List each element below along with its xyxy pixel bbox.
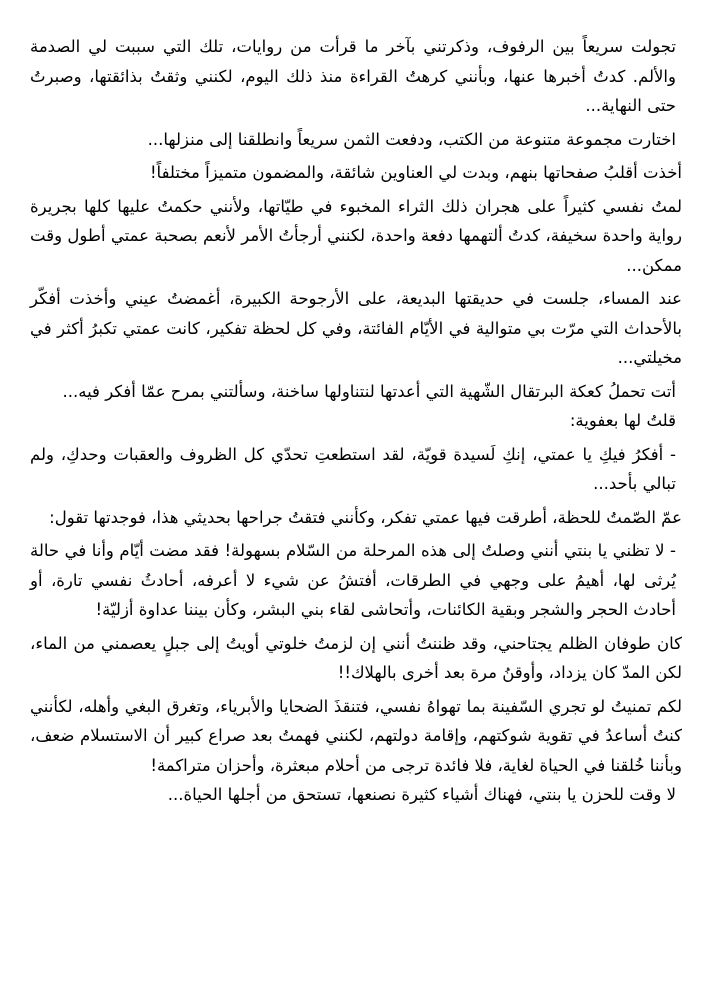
paragraph-4: لمتُ نفسي كثيراً على هجران ذلك الثراء المخبوء في طيّاتها، ولأنني حكمتُ عليها كلها بجريرة رواية واحدة سخيفة، كدتُ ألتهمها دفعة واحدة، لكنني أرجأتُ الأمر لأنعم بصحبة عمتي أطول وقت ممكن... [30, 196, 682, 275]
paragraph-9: عمّ الصّمتُ للحظة، أطرقت فيها عمتي تفكر، وكأنني فتقتُ جراحها بحديثي هذا، فوجدتها تقول: [49, 507, 682, 527]
paragraph-8: - أفكرُ فيكِ يا عمتي، إنكِ لَسيدة قويّة، لقد استطعتِ تحدّي كل الظروف والعقبات وحدكِ، ولم تبالي بأحد... [30, 444, 676, 493]
paragraph-6: أتت تحملُ كعكة البرتقال الشّهية التي أعدتها لنتناولها ساخنة، وسألتني بمرح عمّا أفكر فيه... [62, 381, 676, 401]
paragraph-7: قلتُ لها بعفوية: [569, 411, 676, 430]
paragraph-13: لا وقت للحزن يا بنتي، فهناك أشياء كثيرة نصنعها، تستحق من أجلها الحياة... [167, 785, 676, 804]
paragraph-2: اختارت مجموعة متنوعة من الكتب، ودفعت الثمن سريعاً وانطلقنا إلى منزلها... [147, 129, 676, 149]
paragraph-11: كان طوفان الظلم يجتاحني، وقد ظننتُ أنني إن لزمتُ خلوتي أويتُ إلى جبلٍ يعصمني من الماء، لكن المدّ كان يزداد، وأوقنُ مرة بعد أخرى بالهلاك!! [30, 633, 682, 682]
paragraph-1: تجولت سريعاً بين الرفوف، وذكرتني بآخر ما قرأت من روايات، تلك التي سببت لي الصدمة والألم. كدتُ أخبرها عنها، وبأنني كرهتُ القراءة منذ ذلك اليوم، لكنني وثقتُ بذائقتها، وصبرتُ حتى النهاية... [30, 37, 676, 115]
paragraph-3: أخذت أقلبُ صفحاتها بنهم، وبدت لي العناوين شائقة، والمضمون متميزاً مختلفاً! [149, 163, 682, 182]
document-page [30, 32, 682, 810]
paragraph-12: لكم تمنيتُ لو تجري السّفينة بما تهواهُ نفسي، فتنقذَ الضحايا والأبرياء، وتغرق البغي وأهله، لكأنني كنتُ أساعدُ في تقوية شوكتهم، وإقامة دولتهم، لكنني فهمتُ بعد صراع كبير أن الاستسلام ضعف، وبأننا خُلقنا في الحياة لغاية، فلا فائدة ترجى من أحلام مبعثرة، وأحزان متراكمة! [30, 696, 682, 775]
paragraph-5: عند المساء، جلست في حديقتها البديعة، على الأرجوحة الكبيرة، أغمضتُ عيني وأخذت أفكّر بالأحداث التي مرّت بي متوالية في الأيّام الفائتة، وفي كل لحظة تفكير، كانت عمتي تكبرُ أكثر في مخيلتي... [30, 289, 682, 367]
paragraph-10: - لا تظني يا بنتي أنني وصلتُ إلى هذه المرحلة من السّلام بسهولة! فقد مضت أيّام وأنا في حالة يُرثى لها، أهيمُ على وجهي في الطرقات، أفتشُ عن شيء لا أعرفه، أحادثُ نفسي تارة، أو أحادث الحجر والشجر وبقية الكائنات، وأتحاشى لقاء بني البشر، وكأن بيننا عداوة أزليّة! [30, 541, 676, 619]
